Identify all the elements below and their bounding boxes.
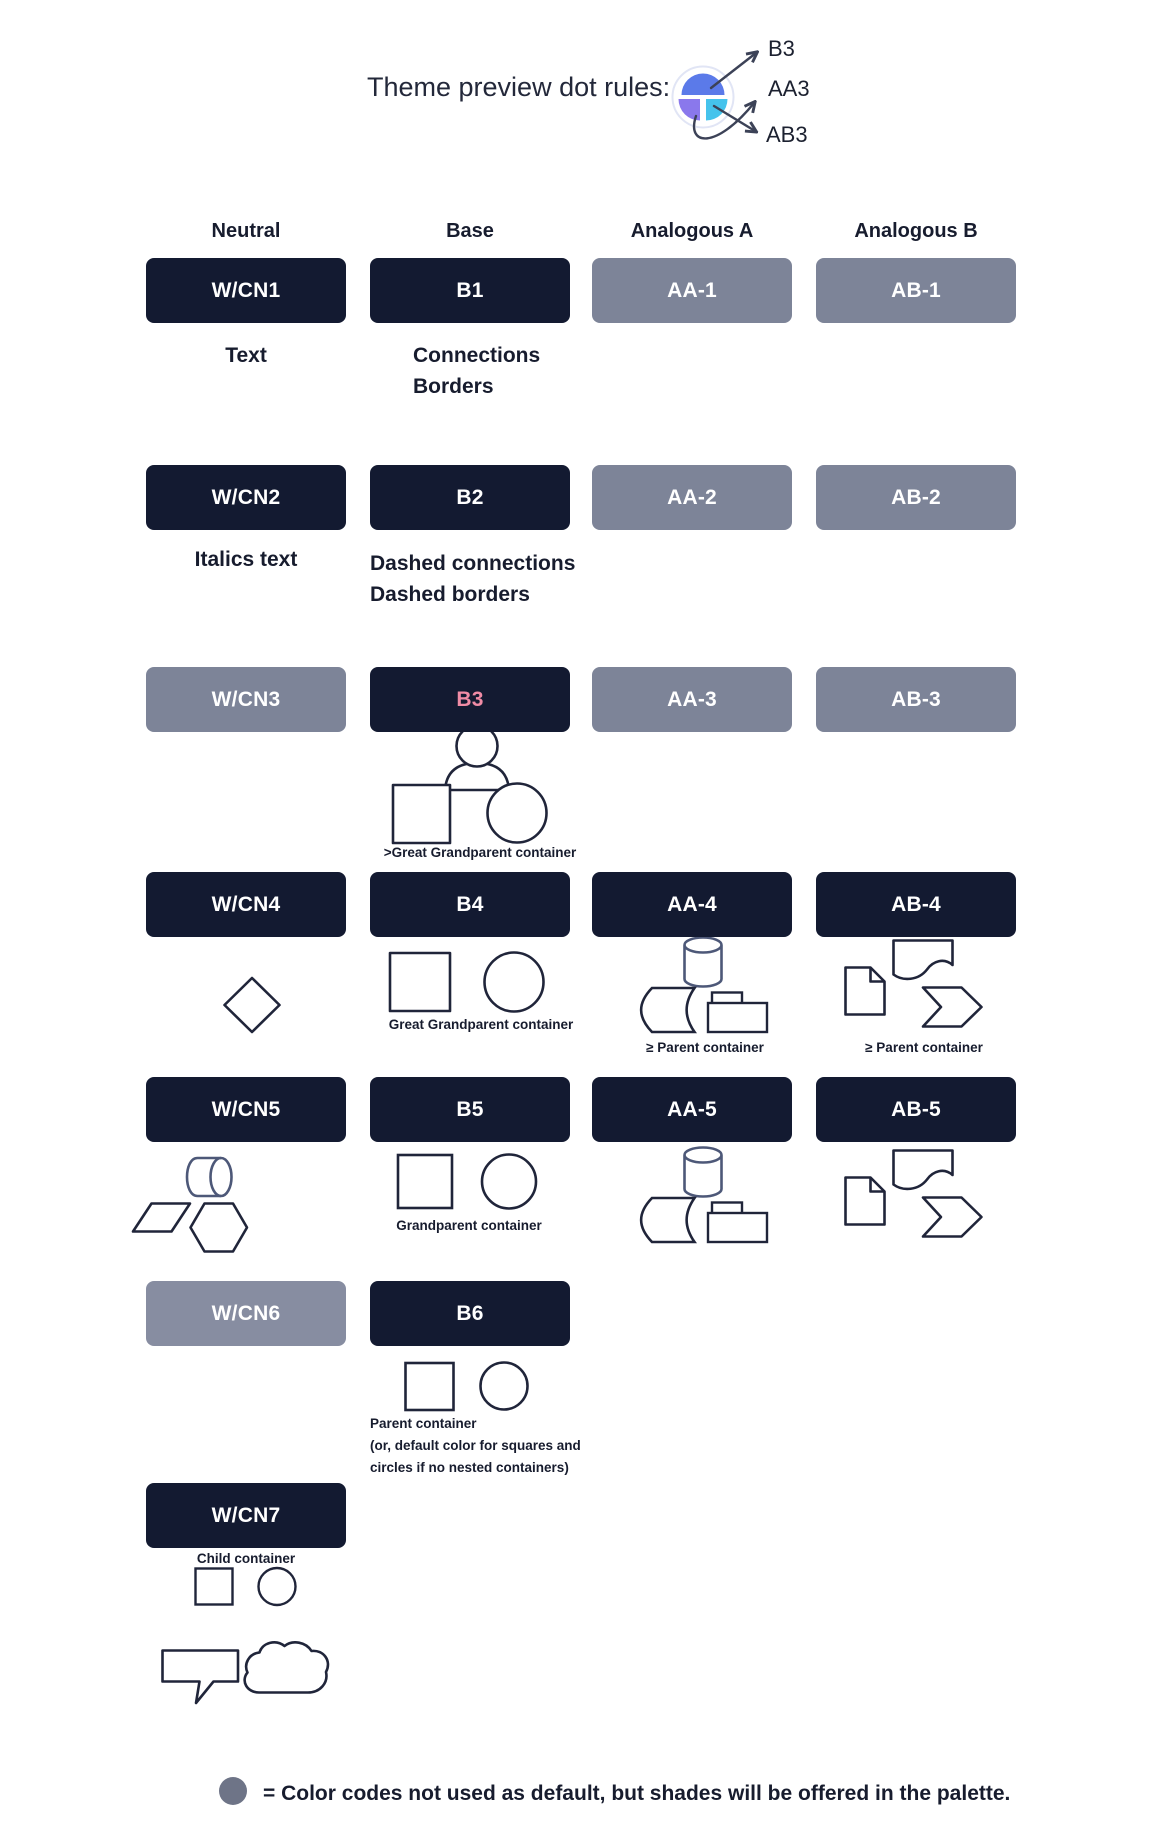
note-text: Text	[225, 344, 267, 367]
caption-aa4-shapes: ≥ Parent container	[646, 1040, 764, 1055]
swatch-ab5: AB-5	[816, 1077, 1016, 1142]
swatch-aa5: AA-5	[592, 1077, 792, 1142]
theme-preview-dot-icon	[673, 67, 734, 128]
aa5-shapes	[641, 1148, 767, 1242]
caption-b5-shapes: Grandparent container	[396, 1218, 542, 1233]
column-header-base: Base	[446, 220, 494, 242]
swatch-b2: B2	[370, 465, 570, 530]
caption-b6-line3: circles if no nested containers)	[370, 1460, 569, 1475]
tabbed-rectangle-icon	[708, 993, 767, 1033]
caption-b4-shapes: Great Grandparent container	[388, 1017, 574, 1032]
caption-ab4-shapes: ≥ Parent container	[865, 1040, 983, 1055]
wcn5-shapes	[133, 1158, 247, 1252]
horizontal-cylinder-icon	[187, 1158, 232, 1196]
database-cylinder-icon	[685, 938, 722, 987]
square-shape-icon	[196, 1569, 233, 1605]
swatch-b4: B4	[370, 872, 570, 937]
swatch-wcn7: W/CN7	[146, 1483, 346, 1548]
page-dogear-icon	[846, 1178, 885, 1225]
swatch-b5: B5	[370, 1077, 570, 1142]
column-header-analogous-a: Analogous A	[630, 220, 754, 242]
square-shape-icon	[390, 953, 450, 1011]
page-title: Theme preview dot rules:	[367, 72, 671, 102]
hexagon-icon	[191, 1204, 248, 1252]
caption-wcn7: Child container	[196, 1551, 296, 1566]
stored-data-shape-icon	[641, 988, 694, 1032]
column-header-analogous-b: Analogous B	[854, 220, 978, 242]
tabbed-rectangle-icon	[708, 1203, 767, 1243]
ab5-shapes	[846, 1151, 982, 1237]
swatch-wcn2: W/CN2	[146, 465, 346, 530]
aa4-shapes	[641, 938, 767, 1032]
circle-shape-icon	[488, 784, 547, 843]
swatch-ab1: AB-1	[816, 258, 1016, 323]
circle-shape-icon	[481, 1363, 528, 1410]
swatch-wcn3: W/CN3	[146, 667, 346, 732]
dot-label-b3: B3	[768, 36, 795, 61]
chevron-arrow-icon	[923, 1198, 982, 1237]
person-icon	[445, 726, 509, 791]
swatch-ab2: AB-2	[816, 465, 1016, 530]
caption-b6-line1: Parent container	[370, 1416, 477, 1431]
dot-label-ab3: AB3	[766, 122, 808, 147]
diamond-shape-icon	[225, 978, 280, 1032]
note-connections: Connections	[413, 344, 541, 367]
swatch-wcn1: W/CN1	[146, 258, 346, 323]
document-wave-icon	[894, 941, 953, 979]
square-shape-icon	[393, 785, 450, 843]
database-cylinder-icon	[685, 1148, 722, 1197]
note-dashed-connections: Dashed connections	[370, 552, 576, 575]
dot-label-aa3: AA3	[768, 76, 810, 101]
ab4-shapes	[846, 941, 982, 1027]
cloud-icon	[245, 1642, 328, 1692]
swatch-aa2: AA-2	[592, 465, 792, 530]
swatch-b6: B6	[370, 1281, 570, 1346]
swatch-aa3: AA-3	[592, 667, 792, 732]
swatch-aa4: AA-4	[592, 872, 792, 937]
chevron-arrow-icon	[923, 988, 982, 1027]
square-shape-icon	[398, 1155, 452, 1208]
circle-shape-icon	[482, 1155, 536, 1209]
caption-b6-line2: (or, default color for squares and	[370, 1438, 581, 1453]
document-wave-icon	[894, 1151, 953, 1189]
stored-data-shape-icon	[641, 1198, 694, 1242]
note-borders: Borders	[413, 375, 494, 398]
legend-text: = Color codes not used as default, but shades will be offered in the palette.	[263, 1782, 1011, 1805]
square-shape-icon	[406, 1363, 454, 1410]
column-header-neutral: Neutral	[211, 220, 281, 242]
parallelogram-icon	[133, 1204, 190, 1232]
page-dogear-icon	[846, 968, 885, 1015]
circle-shape-icon	[259, 1568, 296, 1605]
swatch-ab3: AB-3	[816, 667, 1016, 732]
note-dashed-borders: Dashed borders	[370, 583, 530, 606]
caption-b3-shapes: >Great Grandparent container	[383, 845, 577, 860]
swatch-ab4: AB-4	[816, 872, 1016, 937]
circle-shape-icon	[485, 953, 544, 1012]
swatch-b1: B1	[370, 258, 570, 323]
note-italics-text: Italics text	[194, 548, 298, 571]
swatch-wcn4: W/CN4	[146, 872, 346, 937]
swatch-wcn6: W/CN6	[146, 1281, 346, 1346]
swatch-wcn5: W/CN5	[146, 1077, 346, 1142]
speech-bubble-icon	[163, 1651, 239, 1704]
swatch-b3: B3	[370, 667, 570, 732]
legend-dot-icon	[219, 1777, 247, 1805]
swatch-aa1: AA-1	[592, 258, 792, 323]
